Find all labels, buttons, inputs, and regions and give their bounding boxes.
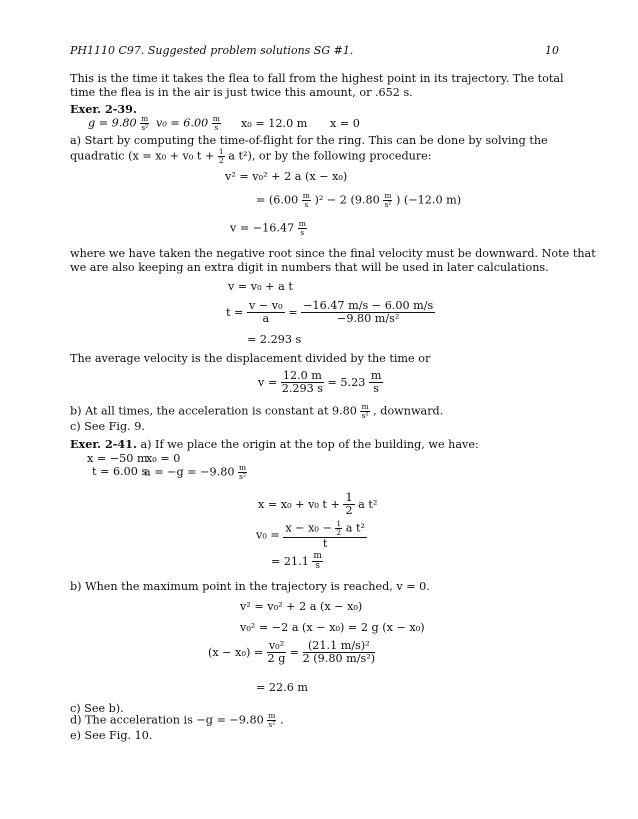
part-e-241: e) See Fig. 10.: [70, 729, 153, 742]
page-number: 10: [545, 44, 559, 57]
eq-max-height: (x − x₀) = $\frac{\text{v₀²}}{2 g}$ = $\frac{\text{(21.1 m/s)²}}{\text{2 (9.80 m/s²)}}$: [208, 639, 376, 665]
where-line-1: where we have taken the negative root since the final velocity must be downward. Note that: [70, 247, 596, 260]
eq-initial-velocity: v₀ = x − x₀ − $\frac{1}{2}$ a t² t: [256, 519, 365, 550]
given-g-text: g = 9.80: [88, 116, 137, 130]
given-v0: v₀ = 6.00 $\frac{m}{s}$: [156, 114, 220, 132]
eq-max-point-2: v₀² = −2 a (x − x₀) = 2 g (x − x₀): [240, 621, 425, 634]
unit-m-s2: $\frac{m}{\text{s²}}$: [141, 114, 149, 132]
given-x0: x₀ = 12.0 m: [241, 117, 308, 130]
page-header: PH1110 C97. Suggested problem solutions SG #1.: [70, 44, 354, 57]
part-a-line-2: quadratic (x = x₀ + v₀ t + $\frac{1}{2}$ a t²), or by the following procedure:: [70, 147, 432, 165]
given-x: x = 0: [330, 117, 360, 130]
intro-line-1: This is the time it takes the flea to fall from the highest point in its trajectory. The total: [70, 72, 564, 85]
given-t-241: t = 6.00 s: [92, 465, 148, 478]
part-b-241: b) When the maximum point in the trajectory is reached, v = 0.: [70, 580, 430, 593]
eq-velocity-substitution: = (6.00 $\frac{m}{s}$ )² − 2 (9.80 $\frac{m}{\text{s²}}$ ) (−12.0 m): [256, 191, 462, 209]
unit-m-s: $\frac{m}{s}$: [212, 114, 220, 132]
part-b: b) At all times, the acceleration is constant at 9.80 $\frac{m}{\text{s²}}$ , downward.: [70, 402, 444, 420]
intro-line-2: time the flea is in the air is just twice this amount, or .652 s.: [70, 86, 413, 99]
eq-initial-velocity-result: = 21.1 $\frac{m}{s}$: [271, 551, 322, 572]
eq-time: t = $\frac{\text{v − v₀}}{a}$ = $\frac{-16.47 m/s - 6.00 m/s}{\text{−9.80 m/s²}}$: [226, 299, 434, 325]
part-c-241: c) See b).: [70, 702, 124, 715]
eq-average-velocity: v = $\frac{12.0 m}{2.293 s}$ = 5.23 $\frac{m}{s}$: [258, 369, 382, 395]
eq-max-height-result: = 22.6 m: [256, 681, 309, 694]
part-c: c) See Fig. 9.: [70, 420, 145, 433]
eq-velocity-result: v = −16.47 $\frac{m}{s}$: [230, 219, 306, 237]
eq-v-equals: v = v₀ + a t: [228, 280, 293, 293]
eq-time-result: = 2.293 s: [247, 333, 302, 346]
part-a-line-1: a) Start by computing the time-of-flight for the ring. This can be done by solving the: [70, 134, 548, 147]
eq-velocity-squared: v² = v₀² + 2 a (x − x₀): [225, 170, 348, 183]
given-x0-241: x₀ = 0: [146, 452, 181, 465]
eq-position: x = x₀ + v₀ t + $\frac{1}{2}$ a t²: [258, 491, 378, 517]
given-g: [88, 115, 149, 132]
exercise-2-39-heading: Exer. 2-39.: [70, 102, 137, 116]
given-a-241: a = −g = −9.80 $\frac{m}{\text{s²}}$: [144, 463, 247, 481]
given-x-241: x = −50 m: [87, 452, 148, 465]
exercise-2-41-intro: Exer. 2-41. a) If we place the origin at the top of the building, we have:: [70, 437, 479, 451]
average-velocity-text: The average velocity is the displacement divided by the time or: [70, 352, 431, 365]
part-d-241: d) The acceleration is −g = −9.80 $\frac{m}{\text{s²}}$ .: [70, 711, 284, 729]
eq-max-point-1: v² = v₀² + 2 a (x − x₀): [240, 600, 363, 613]
where-line-2: we are also keeping an extra digit in numbers that will be used in later calculations.: [70, 261, 549, 274]
